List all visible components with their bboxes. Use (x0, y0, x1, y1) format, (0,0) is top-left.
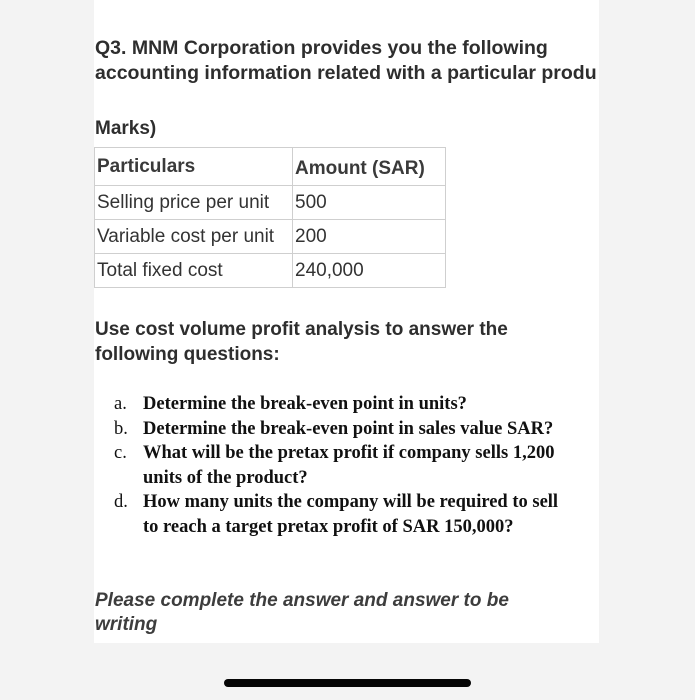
table-cell-particular: Total fixed cost (95, 254, 293, 288)
question-title-line-1: Q3. MNM Corporation provides you the following (95, 37, 548, 59)
list-item (114, 490, 594, 539)
question-letter: a. (114, 394, 127, 414)
completion-note (95, 589, 575, 637)
completion-note-line-2: writing (95, 614, 158, 635)
question-text-line: to reach a target pretax profit of SAR 150,000? (143, 516, 514, 537)
table-row (95, 220, 446, 254)
home-indicator[interactable] (224, 679, 471, 687)
table-row (95, 186, 446, 220)
question-text (143, 392, 594, 417)
table-cell-amount: 240,000 (293, 254, 446, 288)
instructions-line-2: following questions: (95, 344, 280, 365)
table-cell-particular: Variable cost per unit (95, 220, 293, 254)
list-item (114, 441, 594, 490)
table-header-amount: Amount (SAR) (293, 148, 446, 186)
question-text-line: What will be the pretax profit if company sells 1,200 (143, 443, 555, 463)
question-text (143, 490, 594, 539)
table-header-row (95, 148, 446, 186)
table-cell-amount: 200 (293, 220, 446, 254)
question-text-line: Determine the break-even point in units? (143, 394, 467, 414)
document-page (94, 0, 599, 643)
table-header-particulars: Particulars (95, 148, 293, 186)
question-title (95, 36, 599, 86)
question-text (143, 441, 594, 490)
table-row (95, 254, 446, 288)
question-list (114, 392, 594, 539)
question-text (143, 417, 594, 442)
question-text-line: Determine the break-even point in sales value SAR? (143, 418, 554, 439)
question-letter: b. (114, 418, 128, 439)
list-item (114, 417, 594, 442)
question-letter: c. (114, 443, 127, 463)
table-cell-particular: Selling price per unit (95, 186, 293, 220)
list-item (114, 392, 594, 417)
accounting-info-table (94, 147, 446, 288)
completion-note-line-1: Please complete the answer and answer to be (95, 590, 509, 611)
instructions-text (95, 317, 575, 367)
table-cell-amount: 500 (293, 186, 446, 220)
question-text-line: How many units the company will be required to sell (143, 492, 559, 512)
instructions-line-1: Use cost volume profit analysis to answer the (95, 319, 508, 340)
marks-label: Marks) (95, 118, 157, 139)
question-text-line: units of the product? (143, 467, 308, 488)
question-title-line-2: accounting information related with a particular produ (95, 62, 597, 84)
question-letter: d. (114, 492, 128, 512)
